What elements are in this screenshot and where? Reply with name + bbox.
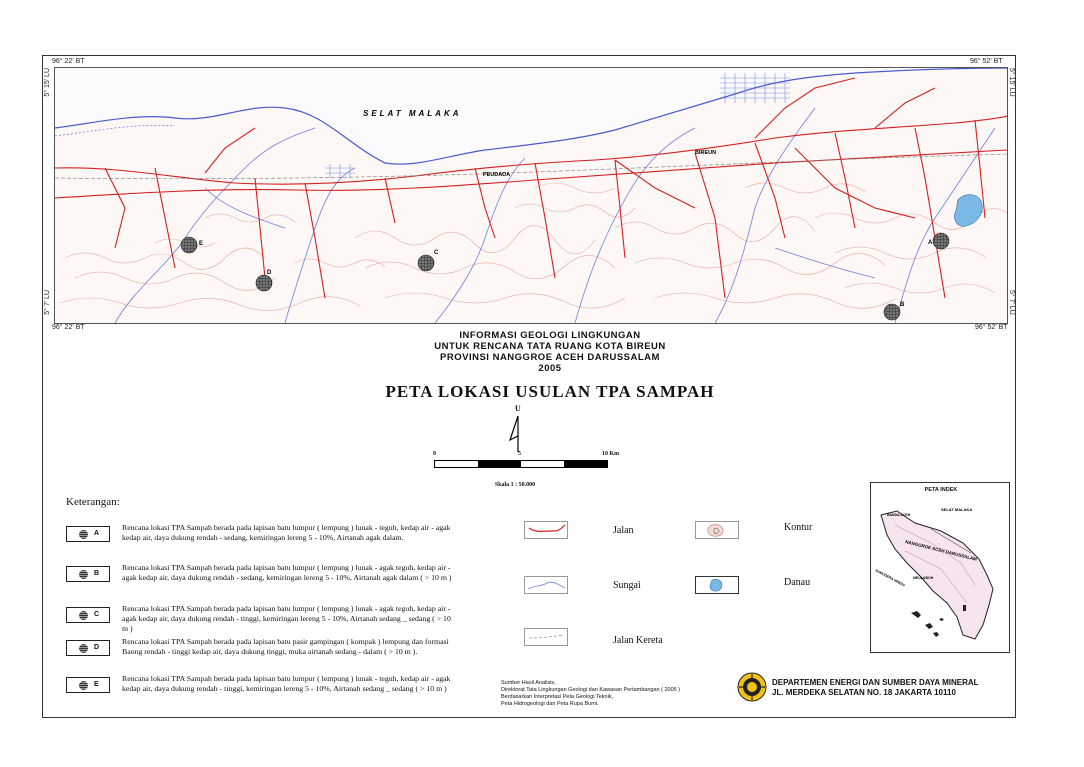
- legend-text-e: Rencana lokasi TPA Sampah berada pada lapisan batu lumpur ( lempung ) lunak - teguh, kedap air - agak kedap air, daya dukung rendah - tinggi, kemiringan lereng 5 - 10%, Airtanah sedang _ sedang ( > 10 m ): [122, 674, 451, 693]
- map-main-title: PETA LOKASI USULAN TPA SAMPAH: [385, 382, 715, 401]
- north-label: U: [515, 404, 521, 413]
- legend-symbol-b: [66, 566, 110, 582]
- info-title-line2: UNTUK RENCANA TATA RUANG KOTA BIREUN: [434, 341, 666, 352]
- north-arrow: [506, 404, 530, 456]
- index-map-title: PETA INDEK: [924, 487, 958, 493]
- scale-tick-10: 10 Km: [602, 451, 620, 457]
- coord-left-top: 5° 15' LU: [44, 68, 51, 97]
- site-label-c: C: [434, 250, 439, 256]
- agency-block: [772, 678, 979, 698]
- legend-label-jalan-kereta: Jalan Kereta: [613, 635, 663, 646]
- legend-symbol-c: [66, 607, 110, 623]
- source-note: [501, 680, 731, 708]
- road-icon: [525, 522, 567, 538]
- rail-icon: [525, 629, 567, 645]
- scale-seg-2: [478, 461, 521, 467]
- source-line2: Direktorat Tata Lingkungan Geologi dan Kawasan Pertambangan ( 2005 ): [501, 687, 681, 693]
- legend-symbol-danau: [695, 576, 739, 594]
- agency-address: JL. MERDEKA SELATAN NO. 18 JAKARTA 10110: [772, 688, 956, 697]
- source-line4: Peta Hidrogeologi dan Peta Rupa Bumi.: [501, 701, 599, 707]
- info-title-line1: INFORMASI GEOLOGI LINGKUNGAN: [459, 330, 641, 341]
- site-label-a: A: [928, 240, 933, 246]
- scale-seg-1: [435, 461, 478, 467]
- source-line1: Sumber Hasil Analisis,: [501, 680, 556, 686]
- sea-label: SELAT MALAKA: [363, 109, 462, 118]
- inset-label-selat: SELAT MALAKA: [941, 507, 973, 512]
- site-dot-icon: [79, 530, 88, 539]
- legend-id-d: D: [94, 644, 100, 651]
- legend-text-d: Rencana lokasi TPA Sampah berada pada lapisan batu pasir gampingan ( kompak ) lempung dan formasi Baong rendah - tinggi kedap air, daya dukung tinggi, muka airtanah sedang - dalam ( > 10 m ).: [122, 637, 449, 656]
- town-label-peudada: PEUDADA: [483, 172, 511, 178]
- scale-tick-5: 5: [518, 451, 521, 457]
- index-map: [870, 482, 1010, 653]
- legend-text-c: Rencana lokasi TPA Sampah berada pada lapisan batu lumpur ( lempung ) lunak - agak teguh, kedap air - agak kedap air, daya dukung rendah - tinggi, kemiringan lereng 5 - 10%, Airtanah sedang _ sedang ( > 10 m ): [122, 604, 451, 633]
- legend-label-jalan: Jalan: [613, 525, 634, 536]
- legend-symbol-jalan: [524, 521, 568, 539]
- coord-top-right: 96° 52' BT: [970, 58, 1003, 65]
- north-arrow-icon: [506, 414, 530, 456]
- legend-symbol-sungai: [524, 576, 568, 594]
- coord-top-left: 96° 22' BT: [52, 58, 85, 65]
- esdm-logo-svg: [737, 672, 767, 702]
- site-label-b: B: [900, 302, 905, 308]
- legend-symbol-e: [66, 677, 110, 693]
- site-dot-icon: [79, 611, 88, 620]
- legend-text-a: Rencana lokasi TPA Sampah berada pada lapisan batu lumpur ( lempung ) lunak - teguh, kedap air - agak kedap air, daya dukung rendah - sedang, kemiringan lereng 5 - 10%, Airtanah agak dalam.: [122, 523, 451, 542]
- site-dot-icon: [79, 644, 88, 653]
- legend-title: Keterangan:: [66, 496, 120, 508]
- map-canvas: [55, 68, 1007, 323]
- legend-symbol-kontur: [695, 521, 739, 539]
- scale-tick-0: 0: [433, 451, 436, 457]
- legend-symbol-d: [66, 640, 110, 656]
- contour-icon: [696, 522, 738, 538]
- coord-right-bottom: 5° 7' LU: [1008, 290, 1015, 315]
- legend-label-danau: Danau: [784, 577, 811, 588]
- agency-name: DEPARTEMEN ENERGI DAN SUMBER DAYA MINERAL: [772, 678, 979, 687]
- info-title-year: 2005: [538, 363, 562, 374]
- legend-id-c: C: [94, 611, 100, 618]
- index-map-canvas: [871, 493, 1009, 653]
- legend-label-kontur: Kontur: [784, 522, 813, 533]
- site-label-d: D: [267, 270, 272, 276]
- scale-ratio: Skala 1 : 50.000: [494, 482, 536, 488]
- legend-text-b: Rencana lokasi TPA Sampah berada pada lapisan batu lumpur ( lempung ) lunak - agak teguh, kedap air - agak kedap air, daya dukung rendah - sedang, kemiringan lereng 5 - 10%, Airtanah agak dalam ( > 10 m ): [122, 563, 452, 582]
- legend-symbol-jalan-kereta: [524, 628, 568, 646]
- site-label-e: E: [199, 241, 204, 247]
- land-area: [55, 68, 1007, 323]
- lake-icon: [696, 577, 738, 593]
- legend-id-e: E: [94, 681, 99, 688]
- coord-right-top: 5° 15' LU: [1008, 68, 1015, 97]
- inset-label-province: NANGGROE ACEH DARUSSALAM: [904, 539, 978, 562]
- scale-seg-3: [521, 461, 564, 467]
- legend-id-a: A: [94, 530, 100, 537]
- site-dot-icon: [79, 681, 88, 690]
- river-icon: [525, 577, 567, 593]
- legend-id-b: B: [94, 570, 100, 577]
- source-line3: Berdasarkan Interpretasi Peta Geologi Teknik,: [501, 694, 614, 700]
- info-title-block: [330, 330, 770, 374]
- coord-bottom-left: 96° 22' BT: [52, 324, 85, 331]
- main-map: [54, 67, 1008, 324]
- scale-bar: [434, 460, 608, 468]
- site-dot-icon: [79, 570, 88, 579]
- inset-label-samudera: SAMUDERA HINDIA: [874, 568, 906, 588]
- info-title-line3: PROVINSI NANGGROE ACEH DARUSSALAM: [440, 352, 660, 363]
- coord-left-bottom: 5° 7' LU: [44, 290, 51, 315]
- legend-symbol-a: [66, 526, 110, 542]
- coord-bottom-right: 96° 52' BT: [975, 324, 1008, 331]
- legend-label-sungai: Sungai: [613, 580, 641, 591]
- inset-label-meulaboh: MEULABOH: [913, 576, 934, 580]
- esdm-logo-icon: [737, 672, 767, 702]
- inset-label-banda-aceh: BANDA ACEH: [887, 513, 911, 517]
- town-label-bireun: BIREUN: [695, 150, 717, 156]
- scale-seg-4: [564, 461, 607, 467]
